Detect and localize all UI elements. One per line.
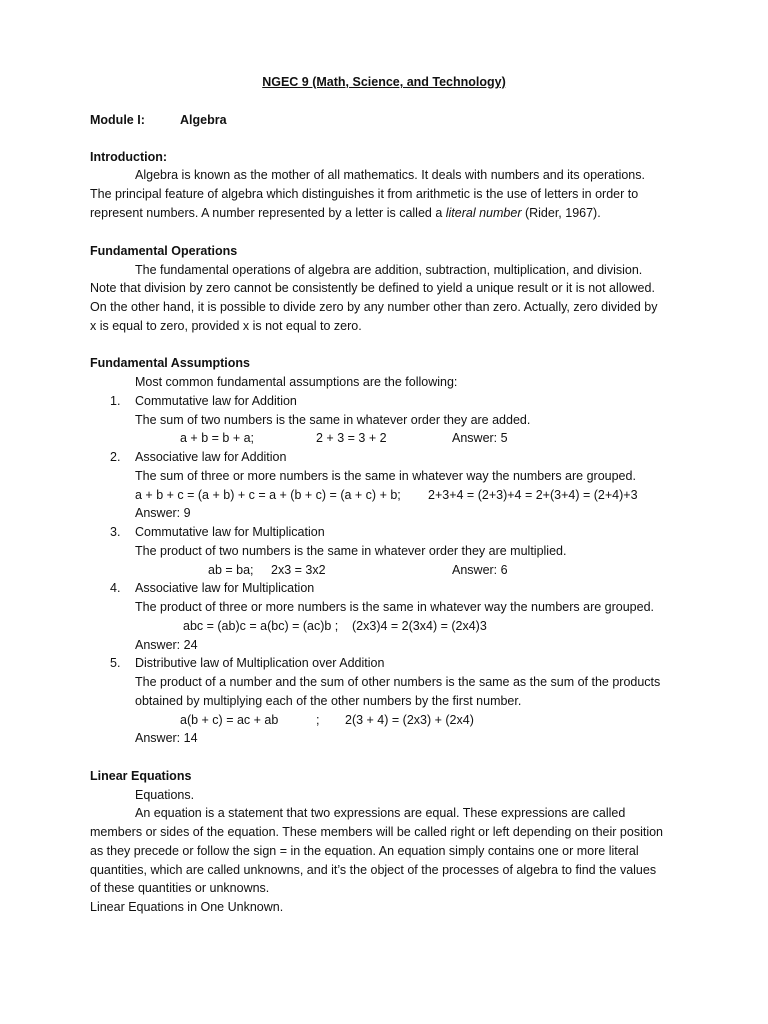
- item-2-desc: The sum of three or more numbers is the same in whatever way the numbers are grouped.: [135, 469, 636, 483]
- assumptions-intro: Most common fundamental assumptions are the following:: [135, 375, 458, 389]
- operations-line-4: x is equal to zero, provided x is not equal to zero.: [90, 319, 362, 333]
- item-2-answer: Answer: 9: [135, 506, 191, 520]
- intro-line-3: [90, 204, 601, 222]
- literal-number-term: literal number: [445, 206, 522, 220]
- intro-line-2: The principal feature of algebra which distinguishes it from arithmetic is the use of letters in order to: [90, 187, 639, 201]
- equations-subheading: Equations.: [135, 788, 195, 802]
- item-2-title: Associative law for Addition: [135, 450, 287, 464]
- item-5-example-separator: ;: [316, 713, 320, 727]
- item-5-desc-2: obtained by multiplying each of the other numbers by the first number.: [135, 694, 522, 708]
- item-1-example-a: a + b = b + a;: [180, 431, 255, 445]
- item-5-desc: The product of a number and the sum of other numbers is the same as the sum of the products: [135, 675, 661, 689]
- item-3-example-b: 2x3 = 3x2: [271, 563, 326, 577]
- item-1-example-b: 2 + 3 = 3 + 2: [316, 431, 387, 445]
- assumptions-heading: Fundamental Assumptions: [90, 356, 250, 370]
- item-4-example-b: (2x3)4 = 2(3x4) = (2x4)3: [352, 619, 487, 633]
- introduction-heading: Introduction:: [90, 150, 168, 164]
- item-3-desc: The product of two numbers is the same in whatever order they are multiplied.: [135, 544, 567, 558]
- intro-line-3-text: represent numbers. A number represented by a letter is called a: [90, 206, 446, 220]
- equations-line-4: quantities, which are called unknowns, and it’s the object of the processes of algebra to find the values: [90, 863, 657, 877]
- item-1-number: 1.: [110, 394, 121, 408]
- intro-line-3-citation: (Rider, 1967).: [521, 206, 601, 220]
- item-4-number: 4.: [110, 581, 121, 595]
- item-5-title: Distributive law of Multiplication over Addition: [135, 656, 385, 670]
- item-3-example-a: ab = ba;: [208, 563, 254, 577]
- item-5-number: 5.: [110, 656, 121, 670]
- equations-line-3: as they precede or follow the sign = in the equation. An equation simply contains one or more literal: [90, 844, 639, 858]
- page-title: NGEC 9 (Math, Science, and Technology): [262, 75, 506, 89]
- item-5-example-b: 2(3 + 4) = (2x3) + (2x4): [345, 713, 474, 727]
- item-2-number: 2.: [110, 450, 121, 464]
- item-3-number: 3.: [110, 525, 121, 539]
- item-4-desc: The product of three or more numbers is the same in whatever way the numbers are grouped.: [135, 600, 655, 614]
- operations-line-2: Note that division by zero cannot be consistently be defined to yield a unique result or it is not allowed.: [90, 281, 655, 295]
- item-2-example-b: 2+3+4 = (2+3)+4 = 2+(3+4) = (2+4)+3: [428, 488, 638, 502]
- item-5-example-a: a(b + c) = ac + ab: [180, 713, 279, 727]
- linear-one-unknown: Linear Equations in One Unknown.: [90, 900, 284, 914]
- item-2-example-a: a + b + c = (a + b) + c = a + (b + c) = (a + c) + b;: [135, 488, 401, 502]
- module-label: Module I:: [90, 113, 145, 127]
- equations-line-5: of these quantities or unknowns.: [90, 881, 270, 895]
- item-4-title: Associative law for Multiplication: [135, 581, 315, 595]
- item-3-answer: Answer: 6: [452, 563, 508, 577]
- item-1-answer: Answer: 5: [452, 431, 508, 445]
- item-5-answer: Answer: 14: [135, 731, 198, 745]
- item-1-title: Commutative law for Addition: [135, 394, 297, 408]
- equations-line-1: An equation is a statement that two expressions are equal. These expressions are called: [135, 806, 626, 820]
- item-4-answer: Answer: 24: [135, 638, 198, 652]
- operations-line-3: On the other hand, it is possible to divide zero by any number other than zero. Actually, zero divided by: [90, 300, 658, 314]
- equations-line-2: members or sides of the equation. These members will be called right or left depending on their position: [90, 825, 663, 839]
- item-3-title: Commutative law for Multiplication: [135, 525, 325, 539]
- linear-equations-heading: Linear Equations: [90, 769, 192, 783]
- item-4-example-a: abc = (ab)c = a(bc) = (ac)b ;: [183, 619, 339, 633]
- item-1-desc: The sum of two numbers is the same in whatever order they are added.: [135, 413, 531, 427]
- operations-heading: Fundamental Operations: [90, 244, 238, 258]
- intro-line-1: Algebra is known as the mother of all mathematics. It deals with numbers and its operations.: [135, 168, 645, 182]
- operations-line-1: The fundamental operations of algebra are addition, subtraction, multiplication, and division.: [135, 263, 643, 277]
- module-name: Algebra: [180, 113, 227, 127]
